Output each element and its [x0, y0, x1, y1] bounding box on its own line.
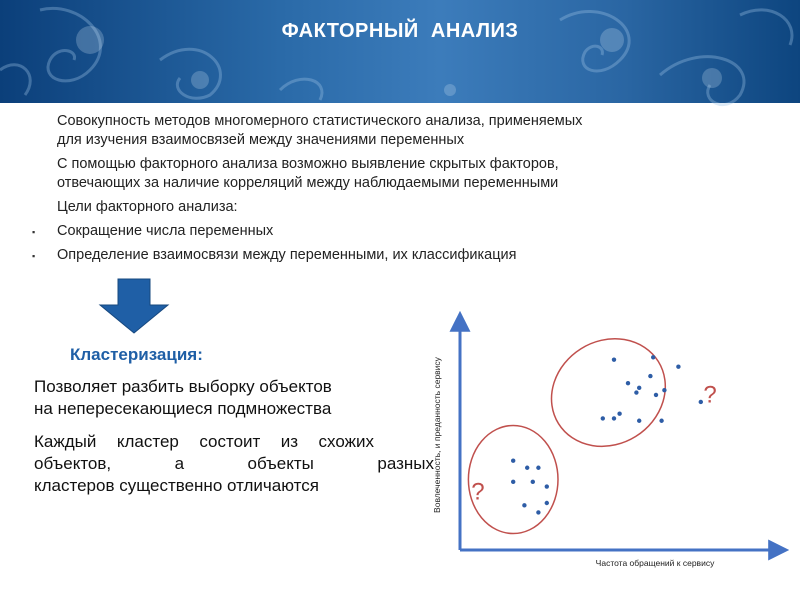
bullet-line: Определение взаимосвязи между переменными, их классификация	[57, 247, 517, 263]
bullet-item	[32, 112, 752, 150]
data-point	[612, 357, 616, 361]
fractal-background	[0, 0, 800, 103]
data-point	[522, 503, 526, 507]
bullet-item	[32, 198, 752, 217]
y-axis-label: Вовлеченность, и преданность сервису	[432, 357, 442, 513]
sub-bullet-item	[32, 222, 752, 241]
paragraph-line: Позволяет разбить выборку объектов	[34, 377, 332, 396]
data-point	[654, 393, 658, 397]
data-point	[699, 400, 703, 404]
paragraph-line: на непересекающиеся подмножества	[34, 399, 332, 418]
clusterization-text	[20, 376, 434, 508]
bullet-list	[32, 112, 752, 270]
data-point	[612, 416, 616, 420]
data-point	[536, 466, 540, 470]
bullet-item	[32, 155, 752, 193]
data-point	[651, 355, 655, 359]
bullet-line: отвечающих за наличие корреляций между наблюдаемыми переменными	[57, 175, 559, 191]
data-point	[662, 388, 666, 392]
data-point	[626, 381, 630, 385]
sub-bullet-item	[32, 246, 752, 265]
square-bullet-icon: ▪	[32, 251, 36, 261]
data-point	[637, 386, 641, 390]
data-point	[676, 365, 680, 369]
bullet-line: Совокупность методов многомерного статистического анализа, применяемых	[57, 113, 583, 129]
square-bullet-icon: ▪	[32, 227, 36, 237]
data-point	[659, 419, 663, 423]
data-point	[511, 459, 515, 463]
paragraph-line: объектов, а объекты разных	[34, 454, 434, 473]
data-point	[637, 419, 641, 423]
data-point	[601, 416, 605, 420]
paragraph-line: кластеров существенно отличаются	[34, 476, 319, 495]
cluster-paragraph	[20, 376, 374, 420]
bullet-line: для изучения взаимосвязей между значениями переменных	[57, 132, 465, 148]
data-point	[648, 374, 652, 378]
cluster-question-mark: ?	[703, 381, 717, 409]
data-point	[531, 480, 535, 484]
paragraph-line: Каждый кластер состоит из схожих	[34, 432, 374, 451]
bullet-line: Сокращение числа переменных	[57, 223, 274, 239]
bullet-line: С помощью факторного анализа возможно выявление скрытых факторов,	[57, 156, 559, 172]
data-point	[511, 480, 515, 484]
data-point	[545, 484, 549, 488]
data-point	[545, 501, 549, 505]
bullet-line: Цели факторного анализа:	[57, 199, 238, 215]
data-point	[617, 412, 621, 416]
header-banner	[0, 0, 800, 103]
cluster-paragraph	[20, 431, 434, 497]
data-point	[525, 466, 529, 470]
data-point	[536, 510, 540, 514]
cluster-question-mark: ?	[471, 478, 485, 506]
cluster-ellipse	[531, 318, 686, 468]
cluster-scatter-chart	[420, 300, 760, 580]
x-axis-label: Частота обращений к сервису	[595, 558, 715, 568]
clusterization-title: Кластеризация:	[70, 345, 203, 364]
data-point	[634, 390, 638, 394]
page-title: ФАКТОРНЫЙ АНАЛИЗ	[281, 20, 519, 42]
down-arrow-icon	[102, 279, 166, 335]
